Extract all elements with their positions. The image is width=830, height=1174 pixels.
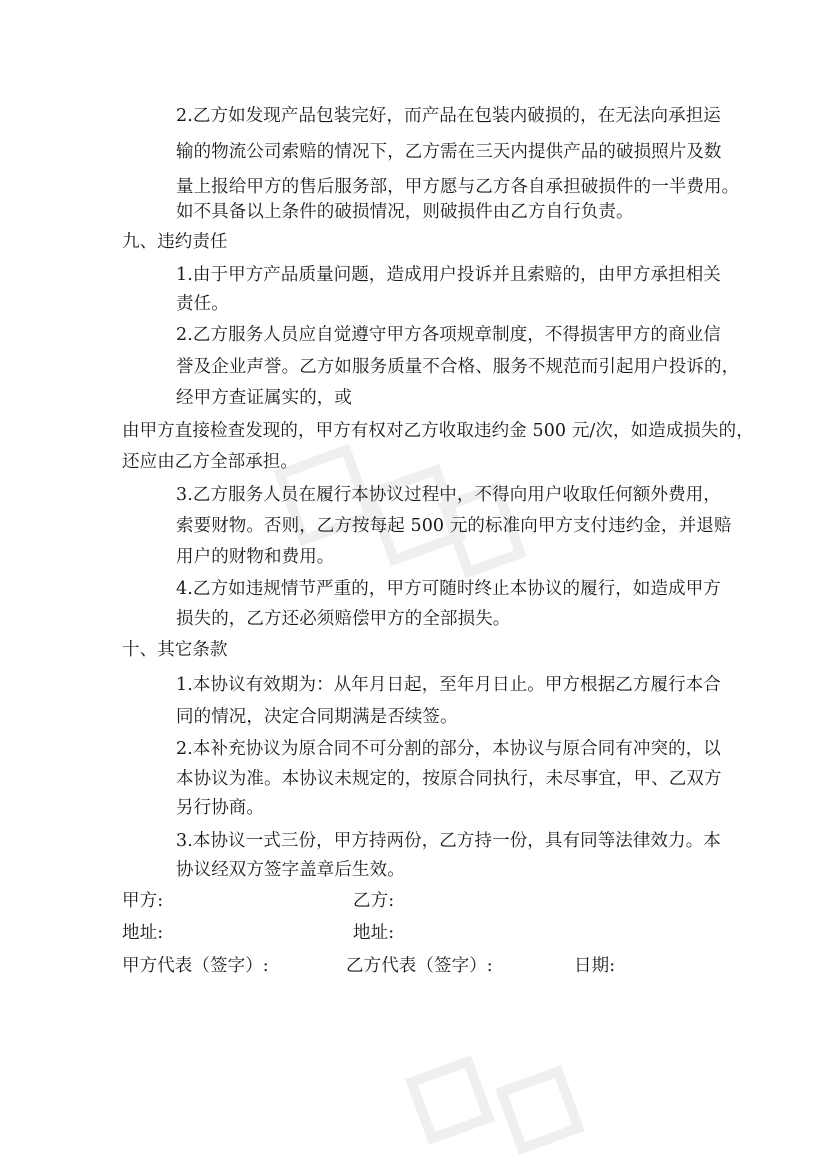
clause-10-1-line-2: 同的情况，决定合同期满是否续签。 [176,707,458,727]
clause-9-1-line-2: 责任。 [176,294,229,314]
section-heading-9: 九、违约责任 [122,232,228,252]
clause-10-3-line-1: 3.本协议一式三份，甲方持两份，乙方持一份，具有同等法律效力。本 [176,831,721,851]
clause-9-2-line-1: 2.乙方服务人员应自觉遵守甲方各项规章制度，不得损害甲方的商业信 [176,325,721,345]
clause-10-2-line-2: 本协议为准。本协议未规定的，按原合同执行，未尽事宜，甲、乙双方 [176,769,722,789]
section-heading-10: 十、其它条款 [122,640,228,660]
clause-9-3-line-3: 用户的财物和费用。 [176,547,335,567]
clause-9-3-line-2: 索要财物。否则，乙方按每起 500 元的标准向甲方支付违约金，并退赔 [176,516,732,536]
clause-8-2-line-4: 如不具备以上条件的破损情况，则破损件由乙方自行负责。 [176,202,634,222]
clause-10-3-line-2: 协议经双方签字盖章后生效。 [176,860,405,880]
clause-9-4-line-2: 损失的，乙方还必须赔偿甲方的全部损失。 [176,609,511,629]
party-a-address-label: 地址: [122,923,164,943]
date-label: 日期: [574,956,616,976]
clause-10-1-line-1: 1.本协议有效期为：从年月日起，至年月日止。甲方根据乙方履行本合 [176,675,721,695]
clause-10-2-line-3: 另行协商。 [176,798,264,818]
clause-8-2-line-2: 输的物流公司索赔的情况下，乙方需在三天内提供产品的破损照片及数 [176,142,722,162]
clause-8-2-line-1: 2.乙方如发现产品包装完好，而产品在包装内破损的，在无法向承担运 [176,106,721,126]
clause-9-2-line-3: 经甲方查证属实的，或 [176,388,352,408]
clause-9-2-line-4: 由甲方直接检查发现的，甲方有权对乙方收取违约金 500 元/次，如造成损失的， [122,421,754,441]
clause-10-2-line-1: 2.本补充协议为原合同不可分割的部分，本协议与原合同有冲突的，以 [176,739,721,759]
party-b-address-label: 地址: [353,923,395,943]
clause-9-2-line-5: 还应由乙方全部承担。 [122,452,298,472]
party-a-representative-label: 甲方代表（签字）: [122,956,269,976]
party-b-label: 乙方: [353,891,395,911]
party-b-representative-label: 乙方代表（签字）: [346,956,493,976]
watermark-logo-bottom [400,1040,620,1170]
clause-9-3-line-1: 3.乙方服务人员在履行本协议过程中，不得向用户收取任何额外费用， [176,485,721,505]
clause-9-4-line-1: 4.乙方如违规情节严重的，甲方可随时终止本协议的履行，如造成甲方 [176,579,721,599]
clause-8-2-line-3: 量上报给甲方的售后服务部，甲方愿与乙方各自承担破损件的一半费用。 [176,177,740,197]
clause-9-2-line-2: 誉及企业声誉。乙方如服务质量不合格、服务不规范而引起用户投诉的， [176,357,740,377]
party-a-label: 甲方: [122,891,164,911]
clause-9-1-line-1: 1.由于甲方产品质量问题，造成用户投诉并且索赔的，由甲方承担相关 [176,265,721,285]
